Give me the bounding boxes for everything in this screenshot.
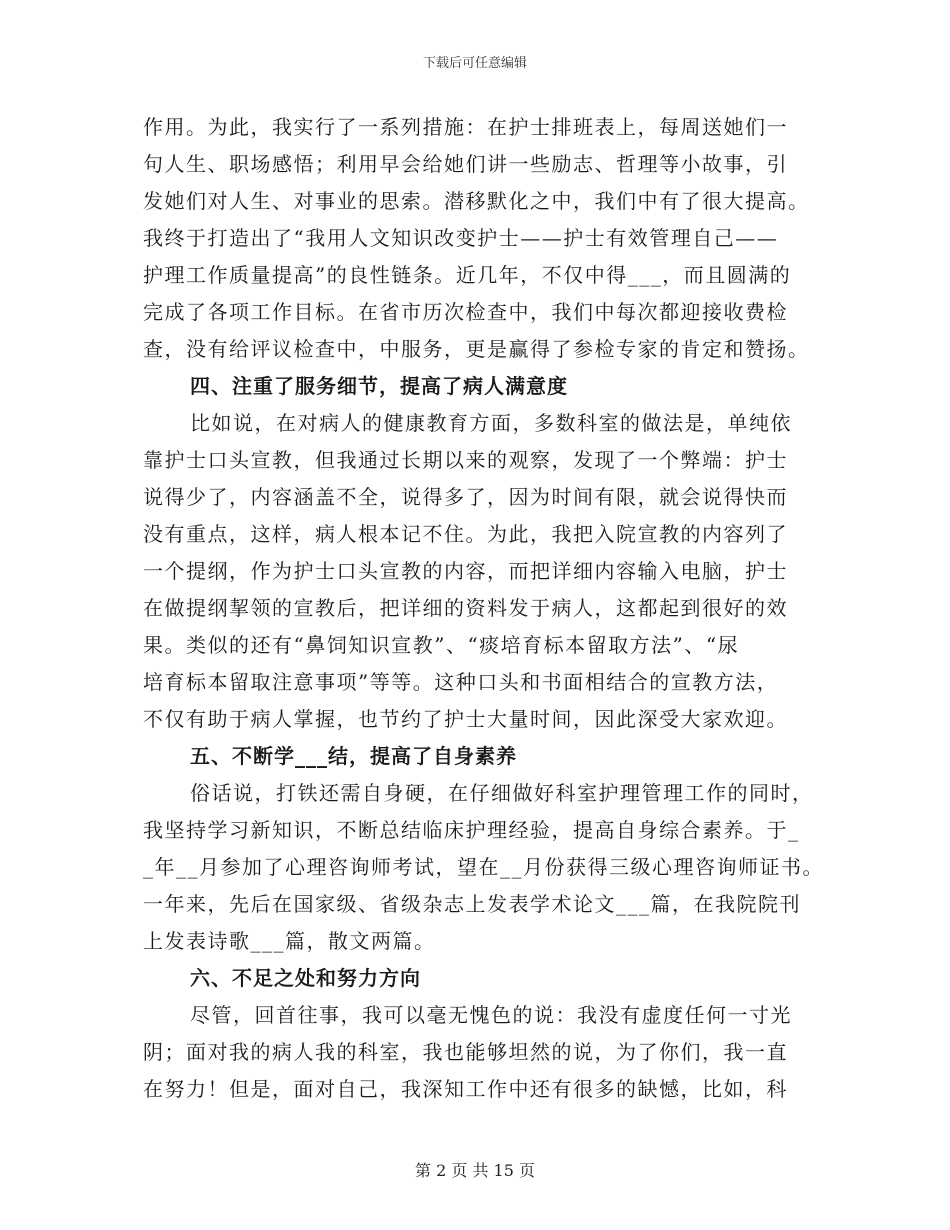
body-line: 不仅有助于病人掌握，也节约了护士大量时间，因此深受大家欢迎。: [143, 707, 788, 731]
body-line: 培育标本留取注意事项”等等。这种口头和书面相结合的宣教方法，: [143, 670, 779, 694]
body-line: 果。类似的还有“鼻饲知识宣教”、“痰培育标本留取方法”、“尿: [143, 633, 740, 657]
body-line: 我坚持学习新知识，不断总结临床护理经验，提高自身综合素养。于_: [143, 818, 800, 842]
body-line: 一年来，先后在国家级、省级杂志上发表学术论文___篇，在我院院刊: [143, 892, 801, 916]
body-line: _年__月参加了心理咨询师考试，望在__月份获得三级心理咨询师证书。: [143, 855, 824, 879]
body-line: 句人生、职场感悟；利用早会给她们讲一些励志、哲理等小故事，引: [143, 152, 788, 176]
body-line: 在做提纲挈领的宣教后，把详细的资料发于病人，这都起到很好的效: [143, 596, 788, 620]
body-line: 护理工作质量提高”的良性链条。近几年，不仅中得___，而且圆满的: [143, 263, 792, 287]
body-line: 上发表诗歌___篇，散文两篇。: [143, 929, 436, 953]
section-heading-4: 四、注重了服务细节，提高了病人满意度: [190, 374, 568, 398]
body-line: 一个提纲，作为护士口头宣教的内容，而把详细内容输入电脑，护士: [143, 559, 788, 583]
body-line: 发她们对人生、对事业的思索。潜移默化之中，我们中有了很大提高。: [143, 189, 810, 213]
body-line: 俗话说，打铁还需自身硬，在仔细做好科室护理管理工作的同时，: [190, 781, 814, 805]
body-line: 作用。为此，我实行了一系列措施：在护士排班表上，每周送她们一: [143, 115, 788, 139]
body-line: 没有重点，这样，病人根本记不住。为此，我把入院宣教的内容列了: [143, 522, 788, 546]
body-line: 完成了各项工作目标。在省市历次检查中，我们中每次都迎接收费检: [143, 300, 788, 324]
body-line: 阴；面对我的病人我的科室，我也能够坦然的说，为了你们，我一直: [143, 1040, 788, 1064]
section-heading-5: 五、不断学___结，提高了自身素养: [190, 744, 517, 768]
body-line: 查，没有给评议检查中，中服务，更是赢得了参检专家的肯定和赞扬。: [143, 337, 810, 361]
body-line: 在努力！但是，面对自己，我深知工作中还有很多的缺憾，比如，科: [143, 1077, 788, 1101]
body-line: 比如说，在对病人的健康教育方面，多数科室的做法是，单纯依: [190, 411, 792, 435]
body-line: 尽管，回首往事，我可以毫无愧色的说：我没有虚度任何一寸光: [190, 1003, 792, 1027]
body-line: 靠护士口头宣教，但我通过长期以来的观察，发现了一个弊端：护士: [143, 448, 788, 472]
page-number: 第 2 页 共 15 页: [415, 1161, 535, 1180]
body-line: 说得少了，内容涵盖不全，说得多了，因为时间有限，就会说得快而: [143, 485, 788, 509]
section-heading-6: 六、不足之处和努力方向: [190, 966, 421, 990]
body-line: 我终于打造出了“我用人文知识改变护士——护士有效管理自己——: [143, 226, 779, 250]
page-header: 下载后可任意编辑: [422, 56, 527, 71]
